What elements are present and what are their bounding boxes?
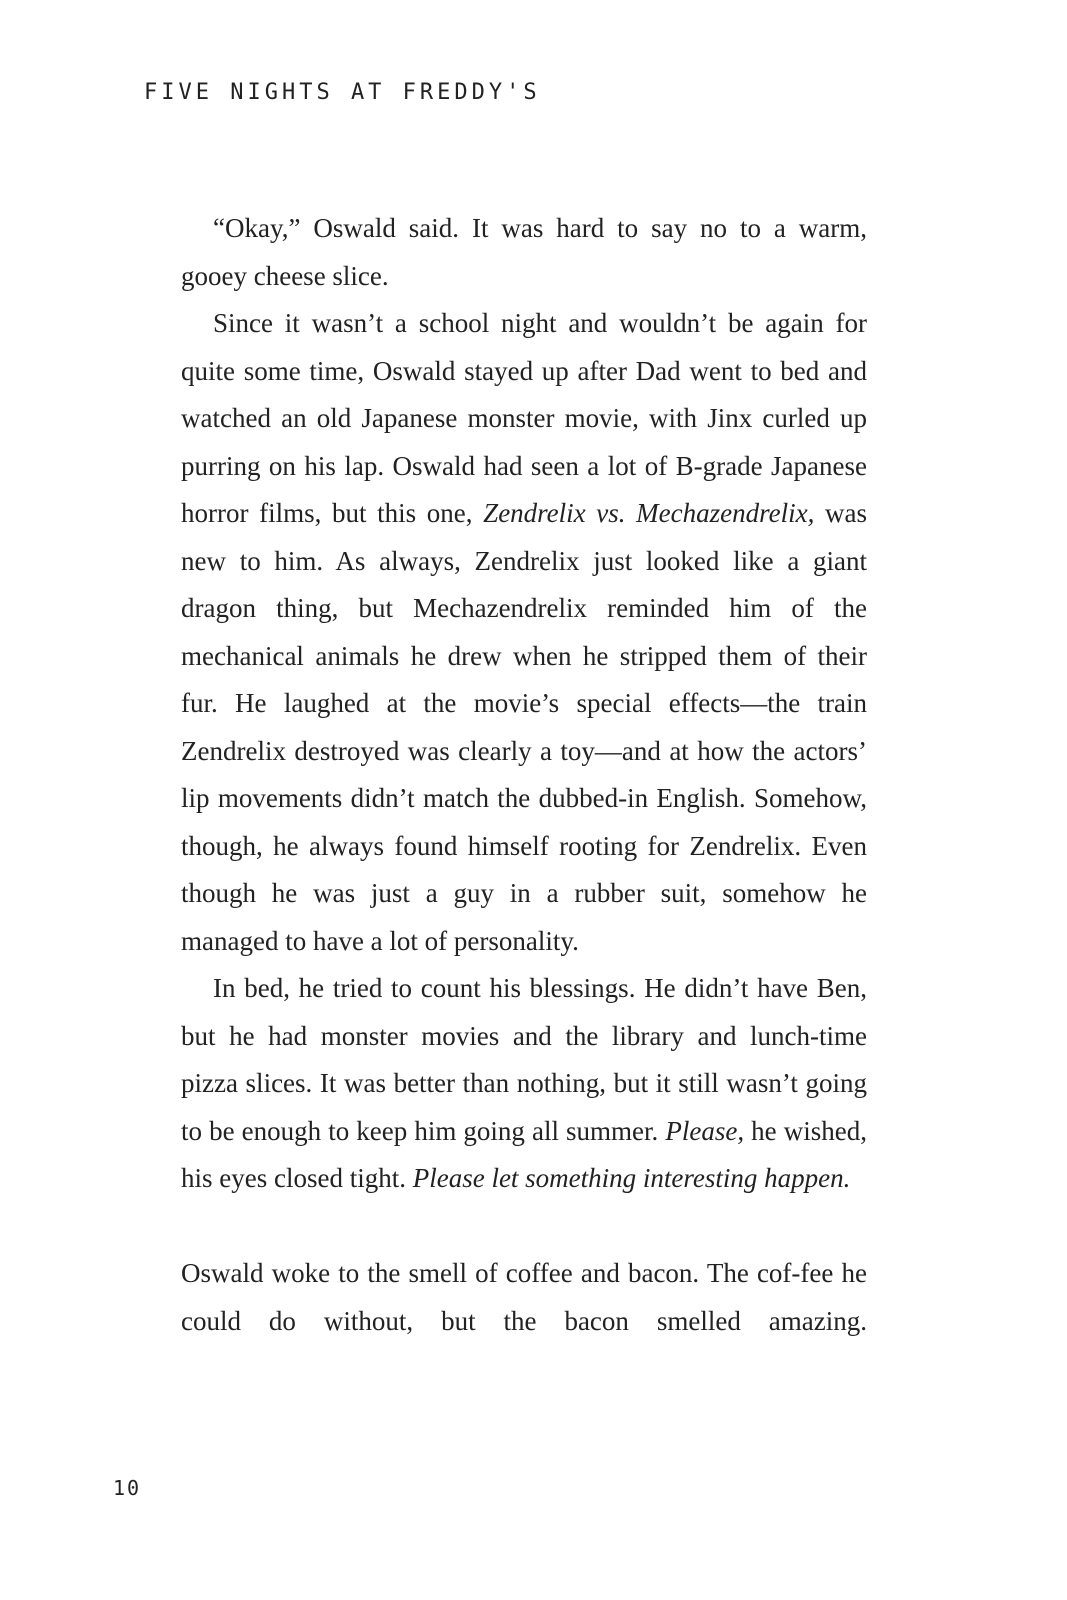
running-head: FIVE NIGHTS AT FREDDY'S <box>144 80 541 105</box>
page-number: 10 <box>113 1476 142 1500</box>
wish-please: Please, <box>665 1115 745 1146</box>
paragraph-3 <box>181 965 867 1203</box>
page-body-text <box>181 205 867 1345</box>
paragraph-2-text-b: was new to him. As always, Zendrelix just looked like a giant dragon thing, but Mechazendrelix reminded him of the mechanical animals he drew when he stripped them of their fur. He laughed at the movie’s special effects—the train Zendrelix destroyed was clearly a toy—and at how the actors’ lip movements didn’t match the dubbed-in English. Somehow, though, he always found himself rooting for Zendrelix. Even though he was just a guy in a rubber suit, somehow he managed to have a lot of personality. <box>181 498 867 956</box>
paragraph-3-text-a: In bed, he tried to count his blessings. He didn’t have Ben, but he had monster movies and the library and lunch-time pizza slices. It was better than nothing, but it still wasn’t going to be enough to keep him going all summer. <box>181 973 867 1146</box>
paragraph-2 <box>181 300 867 965</box>
paragraph-3-text-b: he wished, his eyes closed tight. <box>181 1115 867 1193</box>
paragraph-4: Oswald woke to the smell of coffee and bacon. The cof-fee he could do without, but the bacon smelled amazing. <box>181 1258 867 1336</box>
section-break <box>181 1203 867 1251</box>
movie-title: Zendrelix vs. Mechazendrelix, <box>483 498 815 528</box>
wish-something-interesting: Please let something interesting happen. <box>412 1163 851 1193</box>
paragraph-2-text-a: Since it wasn’t a school night and wouldn’t be again for quite some time, Oswald stayed up after Dad went to bed and watched an old Japanese monster movie, with Jinx curled up purring on his lap. Oswald had seen a lot of B-grade Japanese horror films, but this one, <box>181 308 867 528</box>
paragraph-1: “Okay,” Oswald said. It was hard to say no to a warm, gooey cheese slice. <box>181 213 867 291</box>
